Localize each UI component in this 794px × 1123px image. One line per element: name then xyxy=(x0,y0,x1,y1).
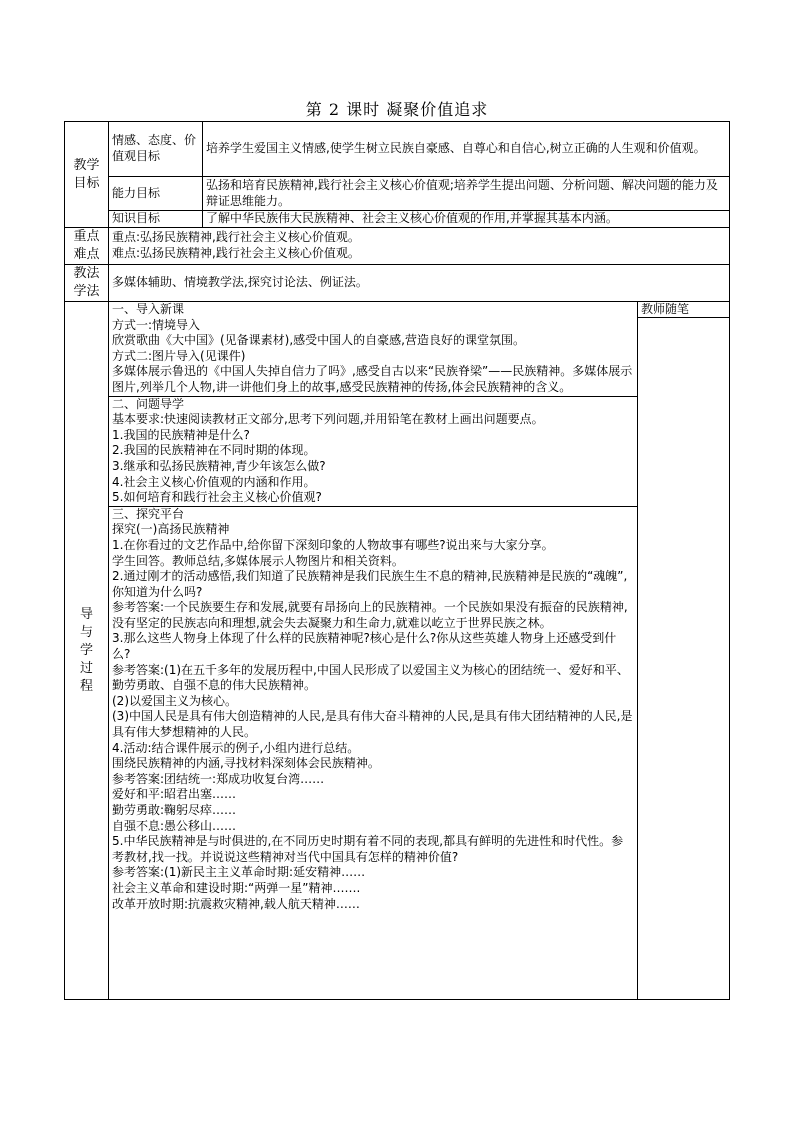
section-line: 改革开放时期:抗震救灾精神,载人航天精神…… xyxy=(112,896,360,911)
objective-label-ability: 能力目标 xyxy=(109,177,203,211)
objectives-label-text: 教学 目标 xyxy=(73,157,100,191)
section-line: 4.社会主义核心价值观的内涵和作用。 xyxy=(112,474,316,489)
section-line: 3.继承和弘扬民族精神,青少年该怎么做? xyxy=(112,458,326,473)
section-line: 3.那么这些人物身上体现了什么样的民族精神呢?核心是什么?你从这些英雄人物身上还感受到什么? xyxy=(112,631,617,662)
section-line: 三、探究平台 xyxy=(112,506,185,521)
section-line: 5.如何培育和践行社会主义核心价值观? xyxy=(112,490,322,505)
section-line: 2.通过刚才的活动感悟,我们知道了民族精神是我们民族生生不息的精神,民族精神是民族的“魂魄”,你知道为什么吗? xyxy=(112,569,628,599)
key-point-line: 重点:弘扬民族精神,践行社会主义核心价值观。 xyxy=(112,230,360,245)
section-line: 多媒体展示鲁迅的《中国人失掉自信力了吗》,感受自古以来“民族脊梁”——民族精神。多媒体展示图片,列举几个人物,讲一讲他们身上的故事,感受民族精神的传扬,体会民族精神的含义。 xyxy=(112,364,633,394)
page-title: 第 2 课时 凝聚价值追求 xyxy=(305,100,489,119)
section-line: 4.活动:结合课件展示的例子,小组内进行总结。 xyxy=(112,740,360,755)
section-line: 围绕民族精神的内涵,寻找材料深刻体会民族精神。 xyxy=(112,756,380,771)
methods-label-2: 学法 xyxy=(73,284,100,299)
process-label xyxy=(65,302,109,1000)
process-label-char: 学 xyxy=(79,642,93,658)
teacher-notes-label: 教师随笔 xyxy=(638,302,729,318)
methods-label xyxy=(65,265,109,302)
lesson-plan-table xyxy=(64,121,730,1000)
section-line: 一、导入新课 xyxy=(112,302,185,316)
methods-label-1: 教法 xyxy=(73,266,100,281)
objective-text-ability: 弘扬和培育民族精神,践行社会主义核心价值观;培养学生提出问题、分析问题、解决问题的能力及辩证思维能力。 xyxy=(203,177,730,211)
objectives-label xyxy=(65,122,109,228)
process-label-char: 程 xyxy=(79,678,93,694)
process-label-char: 与 xyxy=(79,624,93,640)
objective-label-affective: 情感、态度、价值观目标 xyxy=(109,122,203,177)
section-line: 参考答案:一个民族要生存和发展,就要有昂扬向上的民族精神。一个民族如果没有振奋的民族精神,没有坚定的民族志向和理想,就会失去凝聚力和生命力,就难以屹立于世界民族之林。 xyxy=(112,600,628,630)
section-intro xyxy=(109,302,637,397)
section-line: 参考答案:(1)在五千多年的发展历程中,中国人民形成了以爱国主义为核心的团结统一、爱好和平、勤劳勇敢、自强不息的伟大民族精神。 xyxy=(112,662,629,693)
section-line: 学生回答。教师总结,多媒体展示人物图片和相关资料。 xyxy=(112,553,404,568)
process-label-char: 过 xyxy=(79,660,93,676)
process-content xyxy=(109,302,638,1000)
key-points-content xyxy=(109,228,730,265)
section-line: 参考答案:团结统一:郑成功收复台湾…… xyxy=(112,771,325,786)
section-line: 勤劳勇敢:鞠躬尽瘁…… xyxy=(112,803,237,817)
section-line: 二、问题导学 xyxy=(112,396,185,411)
section-line: 参考答案:(1)新民主主义革命时期:延安精神…… xyxy=(112,865,366,880)
section-line: 2.我国的民族精神在不同时期的体现。 xyxy=(112,443,316,458)
section-line: 方式一:情境导入 xyxy=(112,317,201,332)
key-points-label-1: 重点 xyxy=(73,229,100,244)
teacher-notes-column xyxy=(638,302,730,1000)
key-points-label-2: 难点 xyxy=(73,247,100,262)
section-line: 1.在你看过的文艺作品中,给你留下深刻印象的人物故事有哪些?说出来与大家分享。 xyxy=(112,537,554,552)
process-label-char: 导 xyxy=(79,606,93,622)
objective-text-knowledge: 了解中华民族伟大民族精神、社会主义核心价值观的作用,并掌握其基本内涵。 xyxy=(203,211,730,228)
section-line: 5.中华民族精神是与时俱进的,在不同历史时期有着不同的表现,都具有鲜明的先进性和时代性。参考教材,找一找。并说说这些精神对当代中国具有怎样的精神价值? xyxy=(112,834,624,864)
section-line: (3)中国人民是具有伟大创造精神的人民,是具有伟大奋斗精神的人民,是具有伟大团结精神的人民,是具有伟大梦想精神的人民。 xyxy=(112,709,633,740)
section-line: 欣赏歌曲《大中国》(见备课素材),感受中国人的自豪感,营造良好的课堂氛围。 xyxy=(112,333,525,348)
objective-label-knowledge: 知识目标 xyxy=(109,211,203,228)
section-explore xyxy=(109,507,637,912)
difficult-point-line: 难点:弘扬民族精神,践行社会主义核心价值观。 xyxy=(112,246,360,260)
section-line: 探究(一)高扬民族精神 xyxy=(112,522,230,537)
section-line: 方式二:图片导入(见课件) xyxy=(112,348,246,363)
objective-text-affective: 培养学生爱国主义情感,使学生树立民族自豪感、自尊心和自信心,树立正确的人生观和价值观。 xyxy=(203,122,730,177)
section-line: 1.我国的民族精神是什么? xyxy=(112,427,250,442)
section-line: (2)以爱国主义为核心。 xyxy=(112,693,237,708)
section-questions xyxy=(109,397,637,507)
section-line: 社会主义革命和建设时期:“两弹一星”精神……. xyxy=(112,880,361,895)
methods-content: 多媒体辅助、情境教学法,探究讨论法、例证法。 xyxy=(109,265,730,302)
section-line: 基本要求:快速阅读教材正文部分,思考下列问题,并用铅笔在教材上画出问题要点。 xyxy=(112,412,544,427)
section-line: 爱好和平:昭君出塞…… xyxy=(112,787,237,802)
key-points-label xyxy=(65,228,109,265)
section-line: 自强不息:愚公移山…… xyxy=(112,818,237,833)
